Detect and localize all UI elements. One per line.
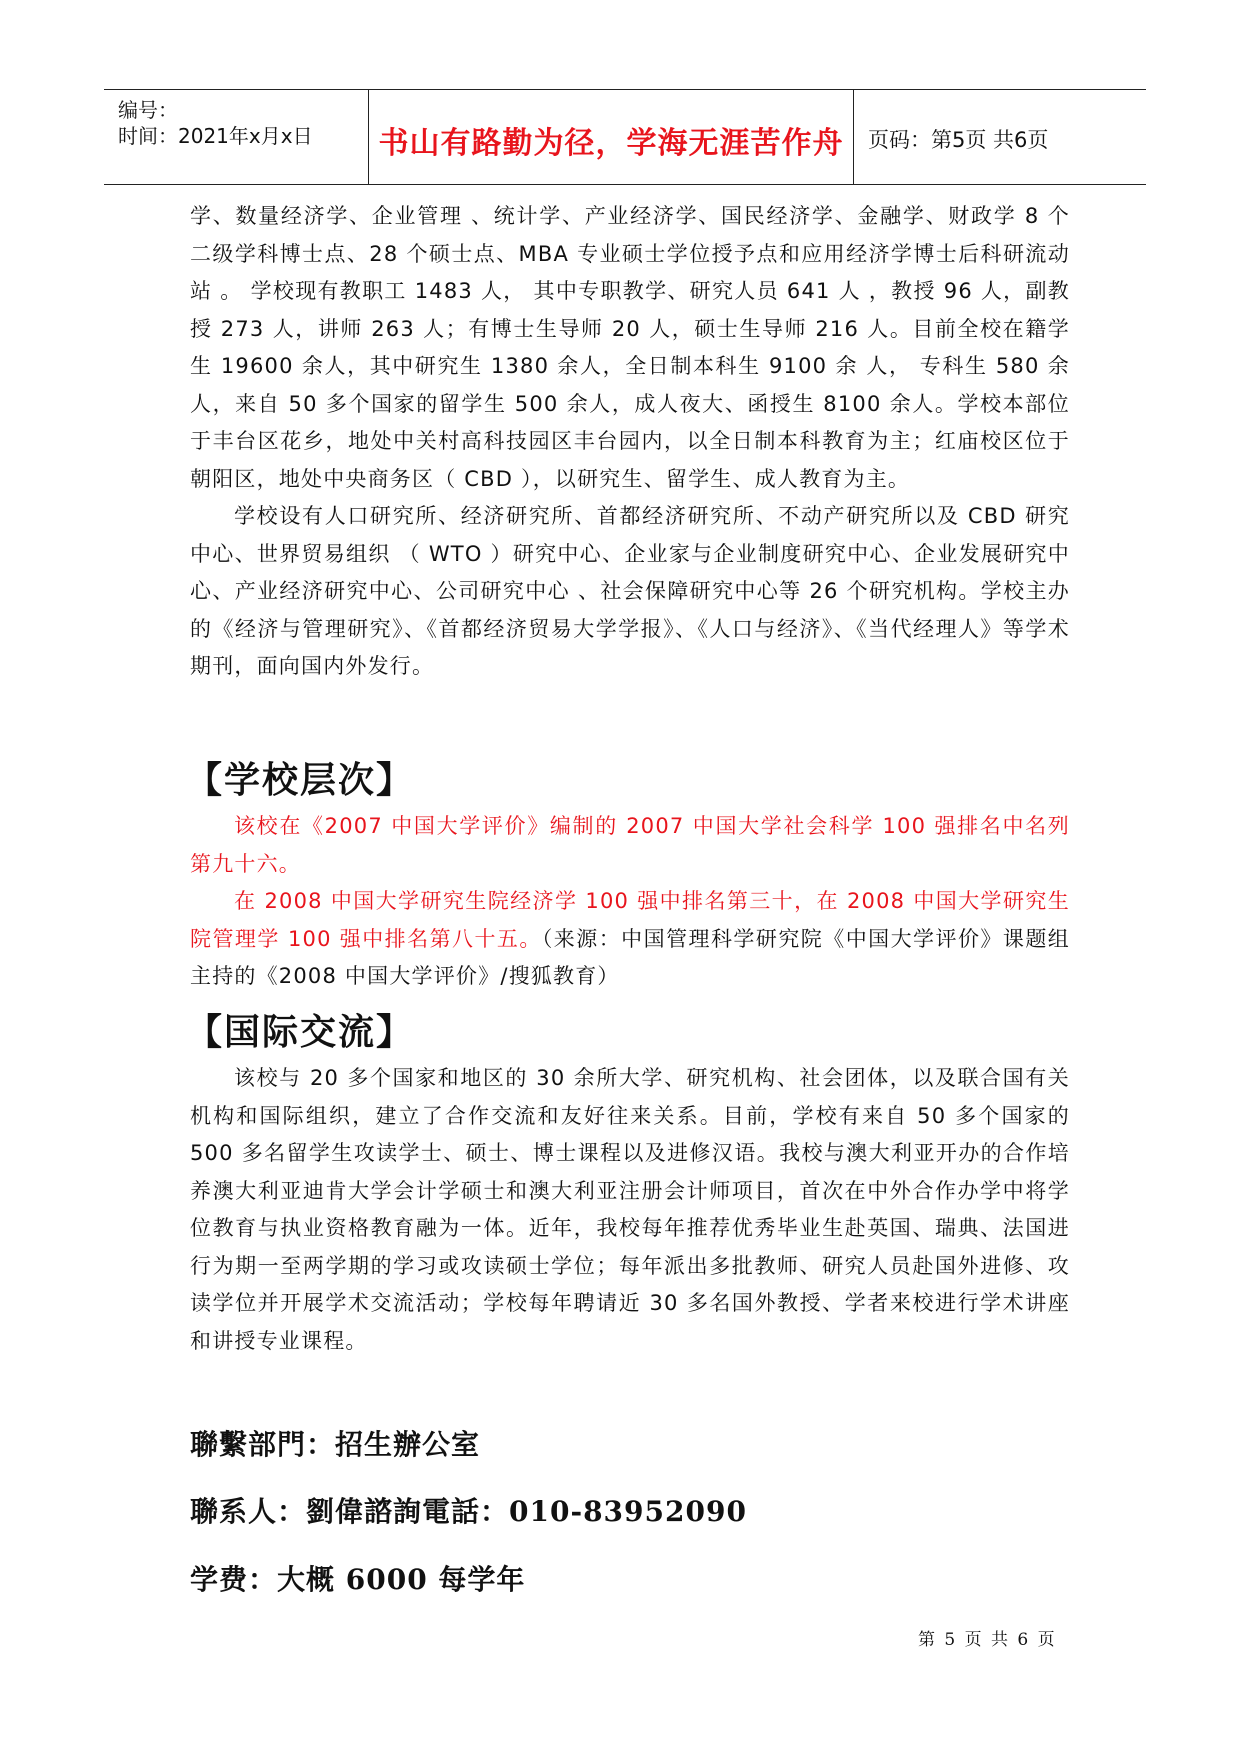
section-heading-rank: 【学校层次】 xyxy=(186,760,415,801)
header-right-cell xyxy=(854,90,1146,184)
header-motto: 书山有路勤为径，学海无涯苦作舟 xyxy=(378,126,844,161)
contact-department: 聯繫部門：招生辦公室 xyxy=(190,1428,481,1461)
section-heading-international: 【国际交流】 xyxy=(186,1012,415,1053)
intro-paragraph-1: 学、数量经济学、企业管理 、统计学、产业经济学、国民经济学、金融学、财政学 8 个二级学科博士点、28 个硕士点、MBA 专业硕士学位授予点和应用经济学博士后科研流动站 。 学校现有教职工 1483 人， 其中专职教学、研究人员 641 人 ，教授 96 人，副教授 273 人，讲师 263 人；有博士生导师 20 人，硕士生导师 216 人。目前全校在籍学生 19600 余人，其中研究生 1380 余人，全日制本科生 9100 余 人， 专科生 580 余人，来自 50 多个国家的留学生 500 余人，成人夜大、函授生 8100 余人。学校本部位于丰台区花乡，地处中关村高科技园区丰台园内，以全日制本科教育为主；红庙校区位于朝阳区，地处中央商务区（ CBD ），以研究生、留学生、成人教育为主。 xyxy=(190,204,1070,491)
rank-section xyxy=(190,808,1070,996)
date-label: 时间：2021年x月x日 xyxy=(118,124,313,148)
page-header xyxy=(104,89,1146,185)
international-section xyxy=(190,1060,1070,1360)
rank-paragraph-2-highlight: 在 2008 中国大学研究生院经济学 100 强中排名第三十，在 2008 中国大学研究生院管理学 100 强中排名第八十五。 xyxy=(190,889,1070,951)
contact-person-phone: 聯系人：劉偉諮詢電話：010-83952090 xyxy=(190,1495,747,1528)
international-paragraph: 该校与 20 多个国家和地区的 30 余所大学、研究机构、社会团体，以及联合国有关机构和国际组织，建立了合作交流和友好往来关系。目前，学校有来自 50 多个国家的 500 多名留学生攻读学士、硕士、博士课程以及进修汉语。我校与澳大利亚开办的合作培养澳大利亚迪肯大学会计学硕士和澳大利亚注册会计师项目，首次在中外合作办学中将学位教育与执业资格教育融为一体。近年，我校每年推荐优秀毕业生赴英国、瑞典、法国进行为期一至两学期的学习或攻读硕士学位；每年派出多批教师、研究人员赴国外进修、攻读学位并开展学术交流活动；学校每年聘请近 30 多名国外教授、学者来校进行学术讲座和讲授专业课程。 xyxy=(190,1066,1070,1353)
header-left-cell xyxy=(104,90,368,184)
rank-paragraph-2 xyxy=(190,883,1070,996)
footer-page-number: 第 5 页 共 6 页 xyxy=(918,1630,1057,1650)
rank-paragraph-2-source: （来源：中国管理科学研究院《中国大学评价》课题组主持的《2008 中国大学评价》/搜狐教育） xyxy=(190,926,1070,988)
header-middle-cell xyxy=(368,90,854,184)
rank-paragraph-1: 该校在《2007 中国大学评价》编制的 2007 中国大学社会科学 100 强排名中名列第九十六。 xyxy=(190,814,1070,876)
header-page-number: 页码：第5页 共6页 xyxy=(868,128,1049,152)
intro-paragraph-2: 学校设有人口研究所、经济研究所、首都经济研究所、不动产研究所以及 CBD 研究中心、世界贸易组织 （ WTO ）研究中心、企业家与企业制度研究中心、企业发展研究中心、产业经济研究中心、公司研究中心 、社会保障研究中心等 26 个研究机构。学校主办的《经济与管理研究》、《首都经济贸易大学学报》、《人口与经济》、《当代经理人》等学术期刊，面向国内外发行。 xyxy=(190,504,1070,678)
tuition-fee: 学费：大概 6000 每学年 xyxy=(190,1563,526,1596)
intro-section xyxy=(190,198,1070,686)
serial-number-label: 编号： xyxy=(118,98,178,122)
